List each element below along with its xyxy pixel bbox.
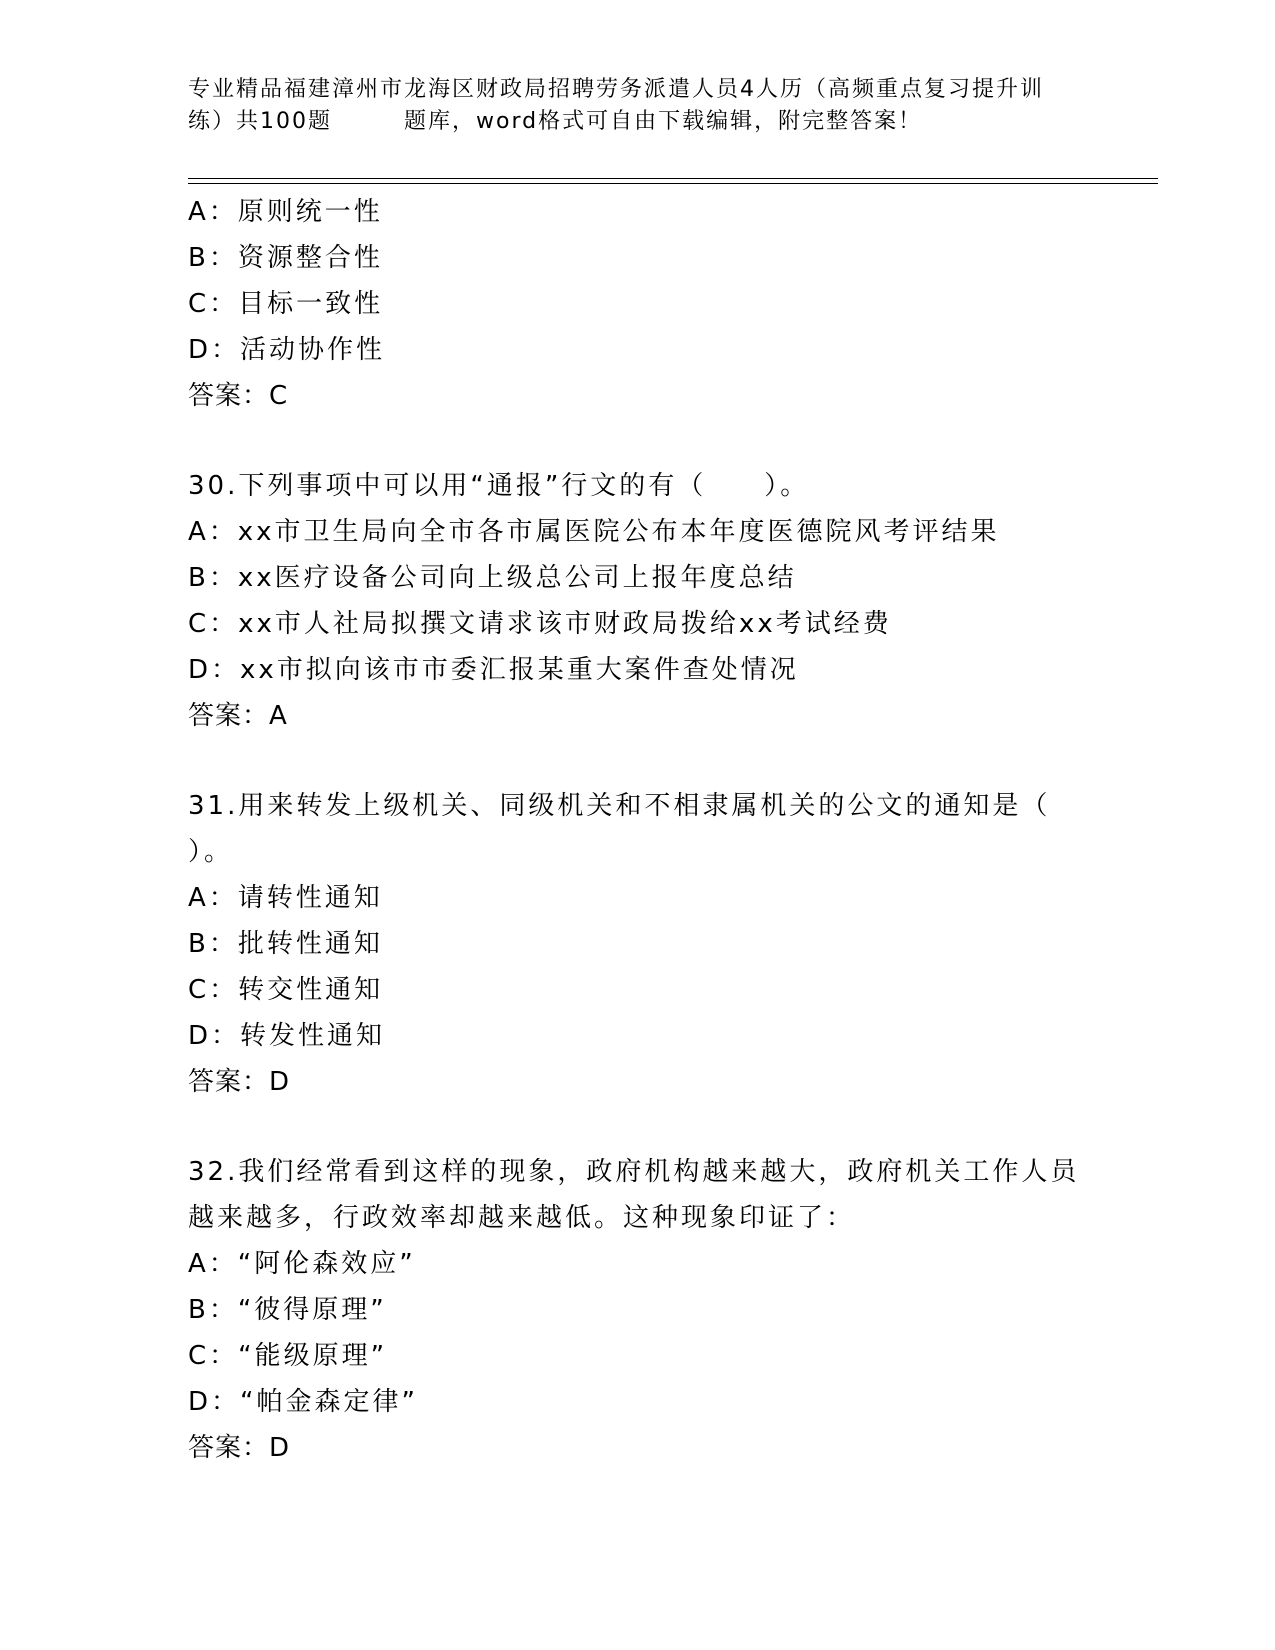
question-block-32	[188, 1149, 1148, 1471]
header-title-line-1: 专业精品福建漳州市龙海区财政局招聘劳务派遣人员4人历（高频重点复习提升训	[188, 77, 1044, 102]
question-text-line-1: 31.用来转发上级机关、同级机关和不相隶属机关的公文的通知是（	[188, 791, 1051, 821]
option-c: C：转交性通知	[188, 975, 384, 1005]
answer-line: 答案：C	[188, 381, 289, 411]
header-divider-bottom	[188, 183, 1158, 184]
question-text-line-2: 越来越多，行政效率却越来越低。这种现象印证了：	[188, 1203, 856, 1233]
option-d: D：活动协作性	[188, 335, 386, 365]
question-list	[188, 189, 1148, 1471]
answer-line: 答案：D	[188, 1433, 291, 1463]
question-text-line-1: 32.我们经常看到这样的现象，政府机构越来越大，政府机关工作人员	[188, 1157, 1080, 1187]
option-d: D：转发性通知	[188, 1021, 386, 1051]
option-d: D：xx市拟向该市市委汇报某重大案件查处情况	[188, 655, 799, 685]
page-header	[188, 74, 1088, 138]
question-text: 30.下列事项中可以用“通报”行文的有（ ）。	[188, 471, 810, 501]
option-c: C：目标一致性	[188, 289, 384, 319]
option-c: C：xx市人社局拟撰文请求该市财政局拨给xx考试经费	[188, 609, 892, 639]
block-spacer	[188, 739, 1148, 783]
answer-line: 答案：D	[188, 1067, 291, 1097]
option-b: B：“彼得原理”	[188, 1295, 387, 1325]
option-b: B：xx医疗设备公司向上级总公司上报年度总结	[188, 563, 797, 593]
option-a: A：“阿伦森效应”	[188, 1249, 416, 1279]
block-spacer	[188, 419, 1148, 463]
question-text-line-2: ）。	[188, 837, 234, 867]
option-b: B：批转性通知	[188, 929, 383, 959]
option-b: B：资源整合性	[188, 243, 383, 273]
answer-line: 答案：A	[188, 701, 288, 731]
option-c: C：“能级原理”	[188, 1341, 388, 1371]
header-title-line-2: 练）共100题 题库，word格式可自由下载编辑，附完整答案！	[188, 109, 923, 134]
question-block-30	[188, 463, 1148, 739]
option-a: A：请转性通知	[188, 883, 383, 913]
question-block-29	[188, 189, 1148, 419]
option-d: D：“帕金森定律”	[188, 1387, 418, 1417]
question-block-31	[188, 783, 1148, 1105]
header-divider-top	[188, 178, 1158, 179]
option-a: A：xx市卫生局向全市各市属医院公布本年度医德院风考评结果	[188, 517, 1000, 547]
option-a: A：原则统一性	[188, 197, 383, 227]
block-spacer	[188, 1105, 1148, 1149]
